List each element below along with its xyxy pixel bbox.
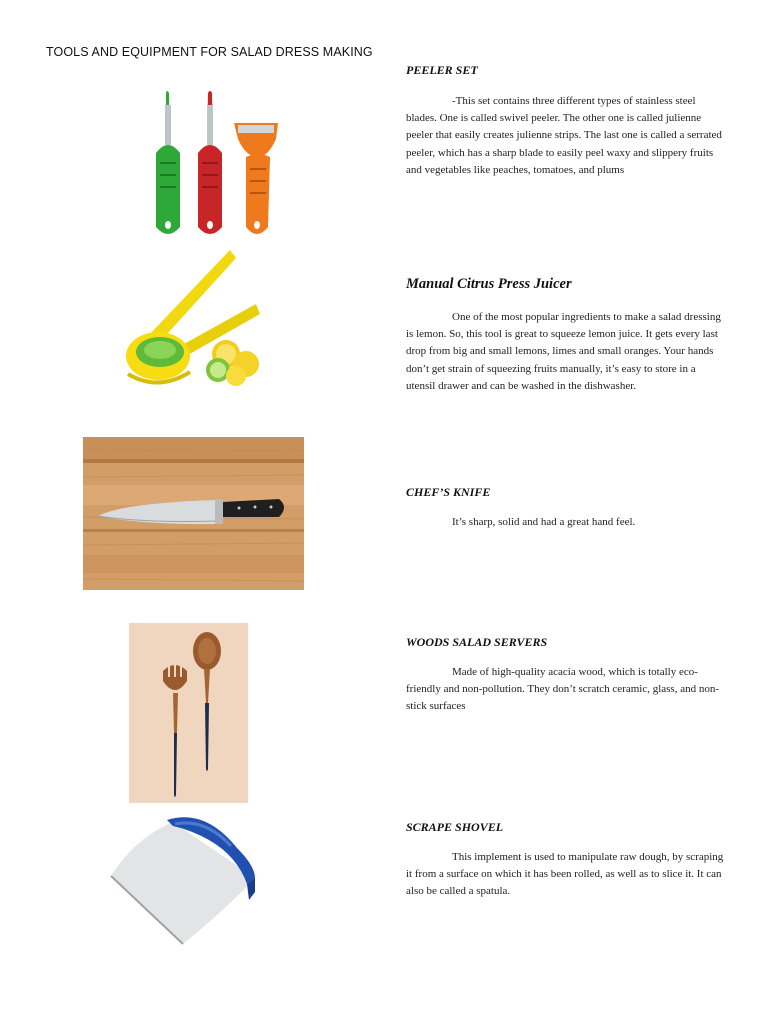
section-heading-citrus-press: Manual Citrus Press Juicer	[406, 276, 572, 292]
citrus-press-illustration	[118, 244, 263, 392]
citrus-press-photo	[118, 244, 263, 392]
chefs-knife-description: It’s sharp, solid and had a great hand feel.	[452, 516, 636, 528]
section-heading-peeler-set: PEELER SET	[406, 63, 478, 77]
section-text-scrape-shovel	[406, 849, 724, 901]
salad-servers-description: Made of high-quality acacia wood, which is totally eco-friendly and non-pollution. They don’t scratch ceramic, glass, and non-stick surfaces	[406, 666, 720, 713]
citrus-press-description: One of the most popular ingredients to make a salad dressing is lemon. So, this tool is great to squeeze lemon juice. It gets every last drop from big and small lemons, limes and small oranges. Your hands don’t get strain of squeezing fruits manually, it’s easy to store in a utensil drawer and can be washed in the dishwasher.	[406, 311, 721, 392]
section-heading-chefs-knife: CHEF’S KNIFE	[406, 485, 491, 499]
chefs-knife-photo	[83, 437, 304, 590]
salad-servers-photo	[129, 623, 248, 803]
peeler-set-illustration	[130, 85, 300, 245]
peeler-set-photo	[130, 85, 300, 245]
scrape-shovel-illustration	[105, 808, 260, 958]
section-text-peeler-set	[406, 93, 724, 179]
salad-servers-illustration	[129, 623, 248, 803]
section-heading-scrape-shovel: SCRAPE SHOVEL	[406, 820, 504, 834]
page-title: TOOLS AND EQUIPMENT FOR SALAD DRESS MAKING	[46, 45, 373, 59]
section-text-chefs-knife	[406, 514, 724, 531]
section-text-salad-servers	[406, 664, 724, 716]
chefs-knife-illustration	[83, 437, 304, 590]
peeler-set-description: -This set contains three different types of stainless steel blades. One is called swivel peeler. The other one is called julienne peeler that easily creates julienne strips. The last one is called a serrated peeler, which has a sharp blade to easily peel waxy and slippery fruits and vegetables like peaches, tomatoes, and plums	[406, 95, 722, 176]
scrape-shovel-description: This implement is used to manipulate raw dough, by scraping it from a surface on which it has been rolled, as well as to slice it. It can also be called a spatula.	[406, 851, 724, 898]
scrape-shovel-photo	[105, 808, 260, 958]
section-heading-salad-servers: WOODS SALAD SERVERS	[406, 635, 548, 649]
section-text-citrus-press	[406, 309, 724, 395]
